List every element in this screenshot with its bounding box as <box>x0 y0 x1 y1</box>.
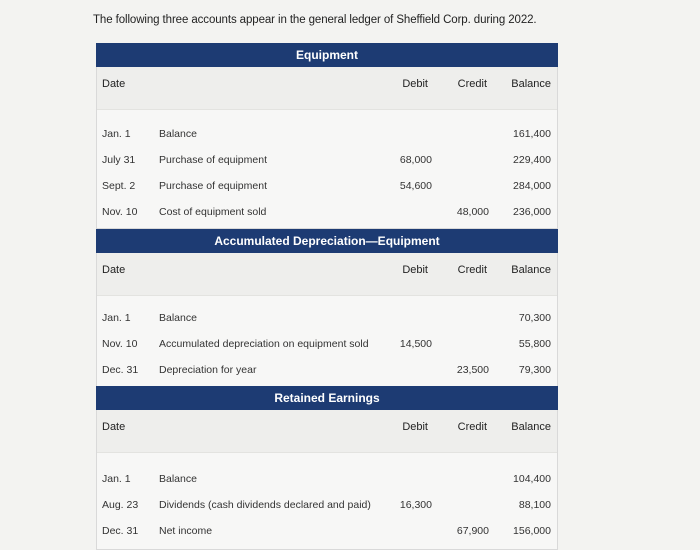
table-row <box>97 519 557 549</box>
row-date: Sept. 2 <box>102 180 136 192</box>
table-row <box>97 174 557 200</box>
retained-earnings-ledger <box>96 386 558 550</box>
row-balance: 284,000 <box>513 180 551 192</box>
row-description: Depreciation for year <box>159 364 257 376</box>
row-description: Cost of equipment sold <box>159 206 267 218</box>
row-balance: 161,400 <box>513 128 551 140</box>
debit-header: Debit <box>402 78 428 90</box>
row-date: Nov. 10 <box>102 338 138 350</box>
date-header: Date <box>102 421 126 433</box>
table-row <box>97 358 557 388</box>
row-date: Dec. 31 <box>102 525 139 537</box>
row-description: Balance <box>159 128 197 140</box>
table-row <box>97 467 557 493</box>
row-description: Purchase of equipment <box>159 154 267 166</box>
row-debit: 14,500 <box>399 338 432 350</box>
row-balance: 55,800 <box>518 338 551 350</box>
row-description: Balance <box>159 473 197 485</box>
row-date: July 31 <box>102 154 136 166</box>
header-row <box>97 253 557 296</box>
row-date: Jan. 1 <box>102 473 131 485</box>
row-credit: 67,900 <box>456 525 489 537</box>
row-credit: 23,500 <box>456 364 489 376</box>
ledger-title: Accumulated Depreciation—Equipment <box>96 229 558 253</box>
table-row <box>97 493 557 519</box>
table-row <box>97 148 557 174</box>
row-balance: 156,000 <box>513 525 551 537</box>
row-date: Dec. 31 <box>102 364 139 376</box>
debit-header: Debit <box>402 421 428 433</box>
equipment-ledger <box>96 43 558 229</box>
row-description: Dividends (cash dividends declared and paid) <box>159 499 371 511</box>
ledger-title: Equipment <box>96 43 558 67</box>
row-balance: 229,400 <box>513 154 551 166</box>
ledger-body <box>96 253 558 389</box>
accumulated-depreciation-ledger <box>96 229 558 389</box>
balance-header: Balance <box>511 78 551 90</box>
ledger-body <box>96 410 558 550</box>
header-row <box>97 67 557 110</box>
row-date: Nov. 10 <box>102 206 138 218</box>
date-header: Date <box>102 78 126 90</box>
row-date: Jan. 1 <box>102 312 131 324</box>
row-credit: 48,000 <box>456 206 489 218</box>
table-row <box>97 200 557 228</box>
row-debit: 54,600 <box>399 180 432 192</box>
row-balance: 88,100 <box>518 499 551 511</box>
row-debit: 68,000 <box>399 154 432 166</box>
row-description: Net income <box>159 525 213 537</box>
row-date: Jan. 1 <box>102 128 131 140</box>
row-description: Balance <box>159 312 197 324</box>
row-balance: 79,300 <box>518 364 551 376</box>
table-row <box>97 122 557 148</box>
table-row <box>97 306 557 332</box>
row-date: Aug. 23 <box>102 499 139 511</box>
header-row <box>97 410 557 453</box>
balance-header: Balance <box>511 264 551 276</box>
ledger-title: Retained Earnings <box>96 386 558 410</box>
credit-header: Credit <box>457 264 487 276</box>
balance-header: Balance <box>511 421 551 433</box>
table-row <box>97 332 557 358</box>
intro-text: The following three accounts appear in the general ledger of Sheffield Corp. during 2022. <box>93 14 537 26</box>
row-description: Accumulated depreciation on equipment sold <box>159 338 369 350</box>
credit-header: Credit <box>457 78 487 90</box>
debit-header: Debit <box>402 264 428 276</box>
credit-header: Credit <box>457 421 487 433</box>
row-balance: 70,300 <box>518 312 551 324</box>
ledger-body <box>96 67 558 229</box>
row-balance: 236,000 <box>513 206 551 218</box>
row-description: Purchase of equipment <box>159 180 267 192</box>
row-balance: 104,400 <box>513 473 551 485</box>
date-header: Date <box>102 264 126 276</box>
row-debit: 16,300 <box>399 499 432 511</box>
